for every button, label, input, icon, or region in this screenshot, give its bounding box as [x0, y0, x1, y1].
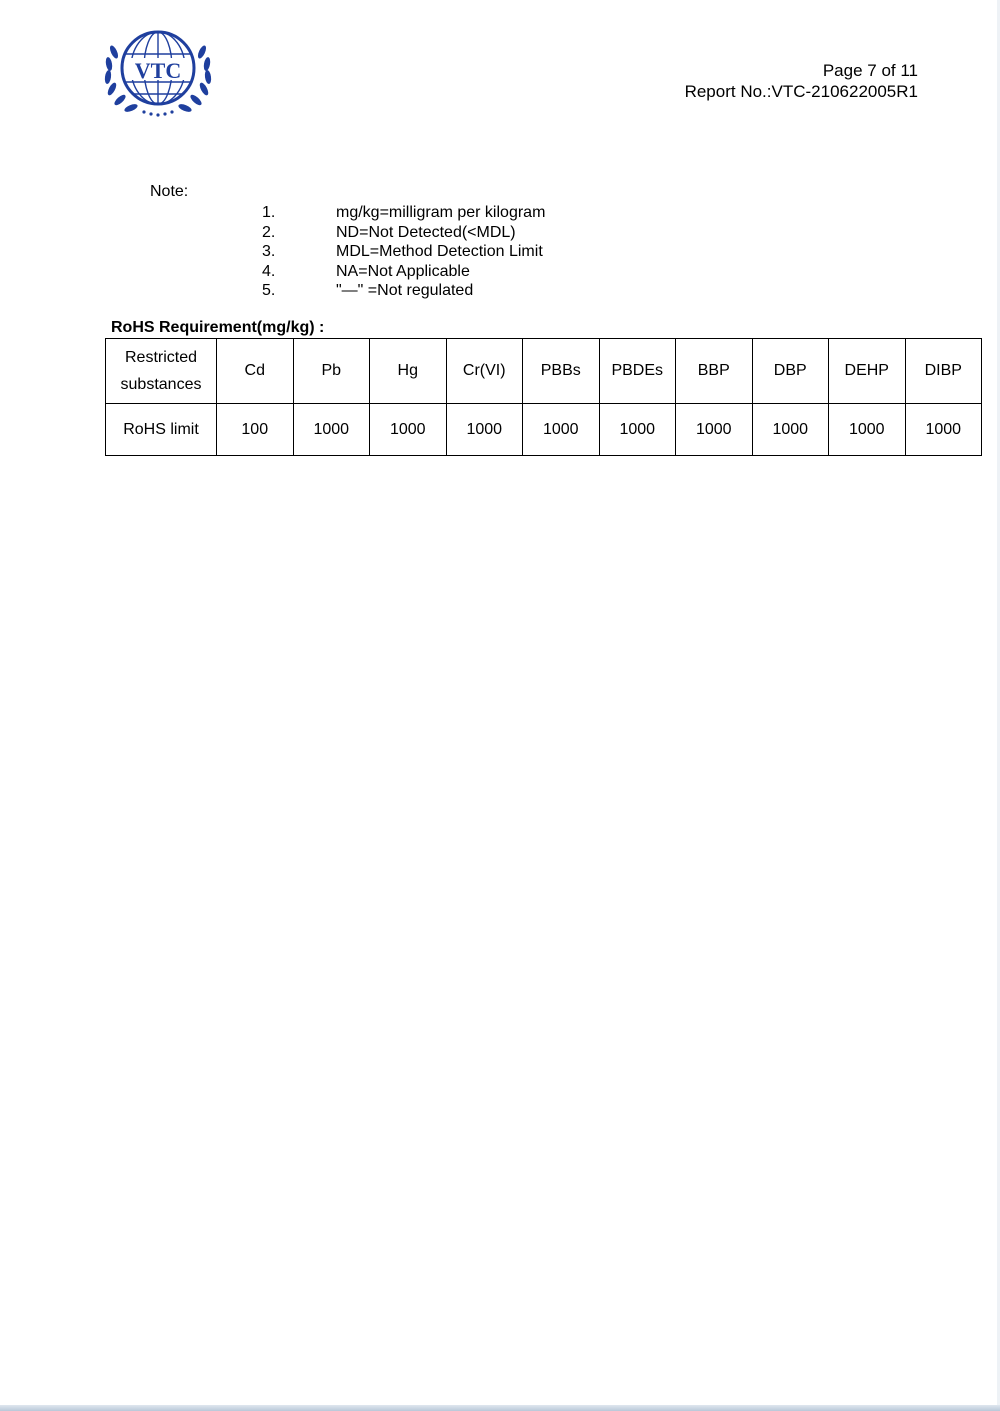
- note-text: MDL=Method Detection Limit: [336, 243, 543, 260]
- header-label-line: substances: [120, 376, 202, 393]
- limit-label-cell: RoHS limit: [106, 404, 217, 456]
- table-row: [106, 404, 982, 456]
- limit-cell: 1000: [752, 404, 829, 456]
- page-bottom-edge: [0, 1405, 1000, 1411]
- substance-cell: DEHP: [829, 339, 906, 404]
- substance-cell: BBP: [676, 339, 753, 404]
- table-header-row: [106, 339, 982, 404]
- report-number: Report No.:VTC-210622005R1: [684, 82, 918, 101]
- note-number: 2.: [262, 223, 276, 241]
- rohs-requirement-table: [105, 338, 982, 456]
- note-label: Note:: [150, 183, 189, 200]
- note-text: mg/kg=milligram per kilogram: [336, 204, 546, 221]
- substance-cell: Cr(VI): [446, 339, 523, 404]
- substance-cell: PBDEs: [599, 339, 676, 404]
- substance-cell: DBP: [752, 339, 829, 404]
- note-number: 5.: [262, 282, 276, 299]
- page-number: Page 7 of 11: [822, 61, 918, 80]
- table-header-label: [106, 339, 217, 404]
- note-text: NA=Not Applicable: [336, 262, 470, 280]
- header-label-line: Restricted: [124, 349, 198, 366]
- limit-cell: 1000: [293, 404, 370, 456]
- vtc-logo: [100, 24, 216, 122]
- note-item: [262, 281, 545, 301]
- limit-cell: 1000: [829, 404, 906, 456]
- substance-cell: DIBP: [905, 339, 982, 404]
- limit-cell: 1000: [905, 404, 982, 456]
- note-number: 3.: [262, 243, 276, 260]
- limit-cell: 1000: [446, 404, 523, 456]
- limit-cell: 100: [217, 404, 294, 456]
- limit-cell: 1000: [676, 404, 753, 456]
- substance-cell: PBBs: [523, 339, 600, 404]
- substance-cell: Cd: [217, 339, 294, 404]
- limit-cell: 1000: [599, 404, 676, 456]
- note-item: [262, 242, 545, 262]
- report-header: [685, 60, 918, 102]
- rohs-requirement-title: RoHS Requirement(mg/kg) :: [111, 319, 325, 336]
- logo-text: VTC: [134, 58, 182, 83]
- note-item: [262, 262, 545, 282]
- note-number: 1.: [262, 204, 276, 221]
- substance-cell: Hg: [370, 339, 447, 404]
- substance-cell: Pb: [293, 339, 370, 404]
- note-text: ND=Not Detected(<MDL): [336, 223, 516, 241]
- note-item: [262, 203, 545, 223]
- note-list: [262, 203, 545, 301]
- note-item: [262, 223, 545, 243]
- note-number: 4.: [262, 262, 276, 280]
- limit-cell: 1000: [370, 404, 447, 456]
- note-text: "—" =Not regulated: [336, 282, 474, 299]
- limit-cell: 1000: [523, 404, 600, 456]
